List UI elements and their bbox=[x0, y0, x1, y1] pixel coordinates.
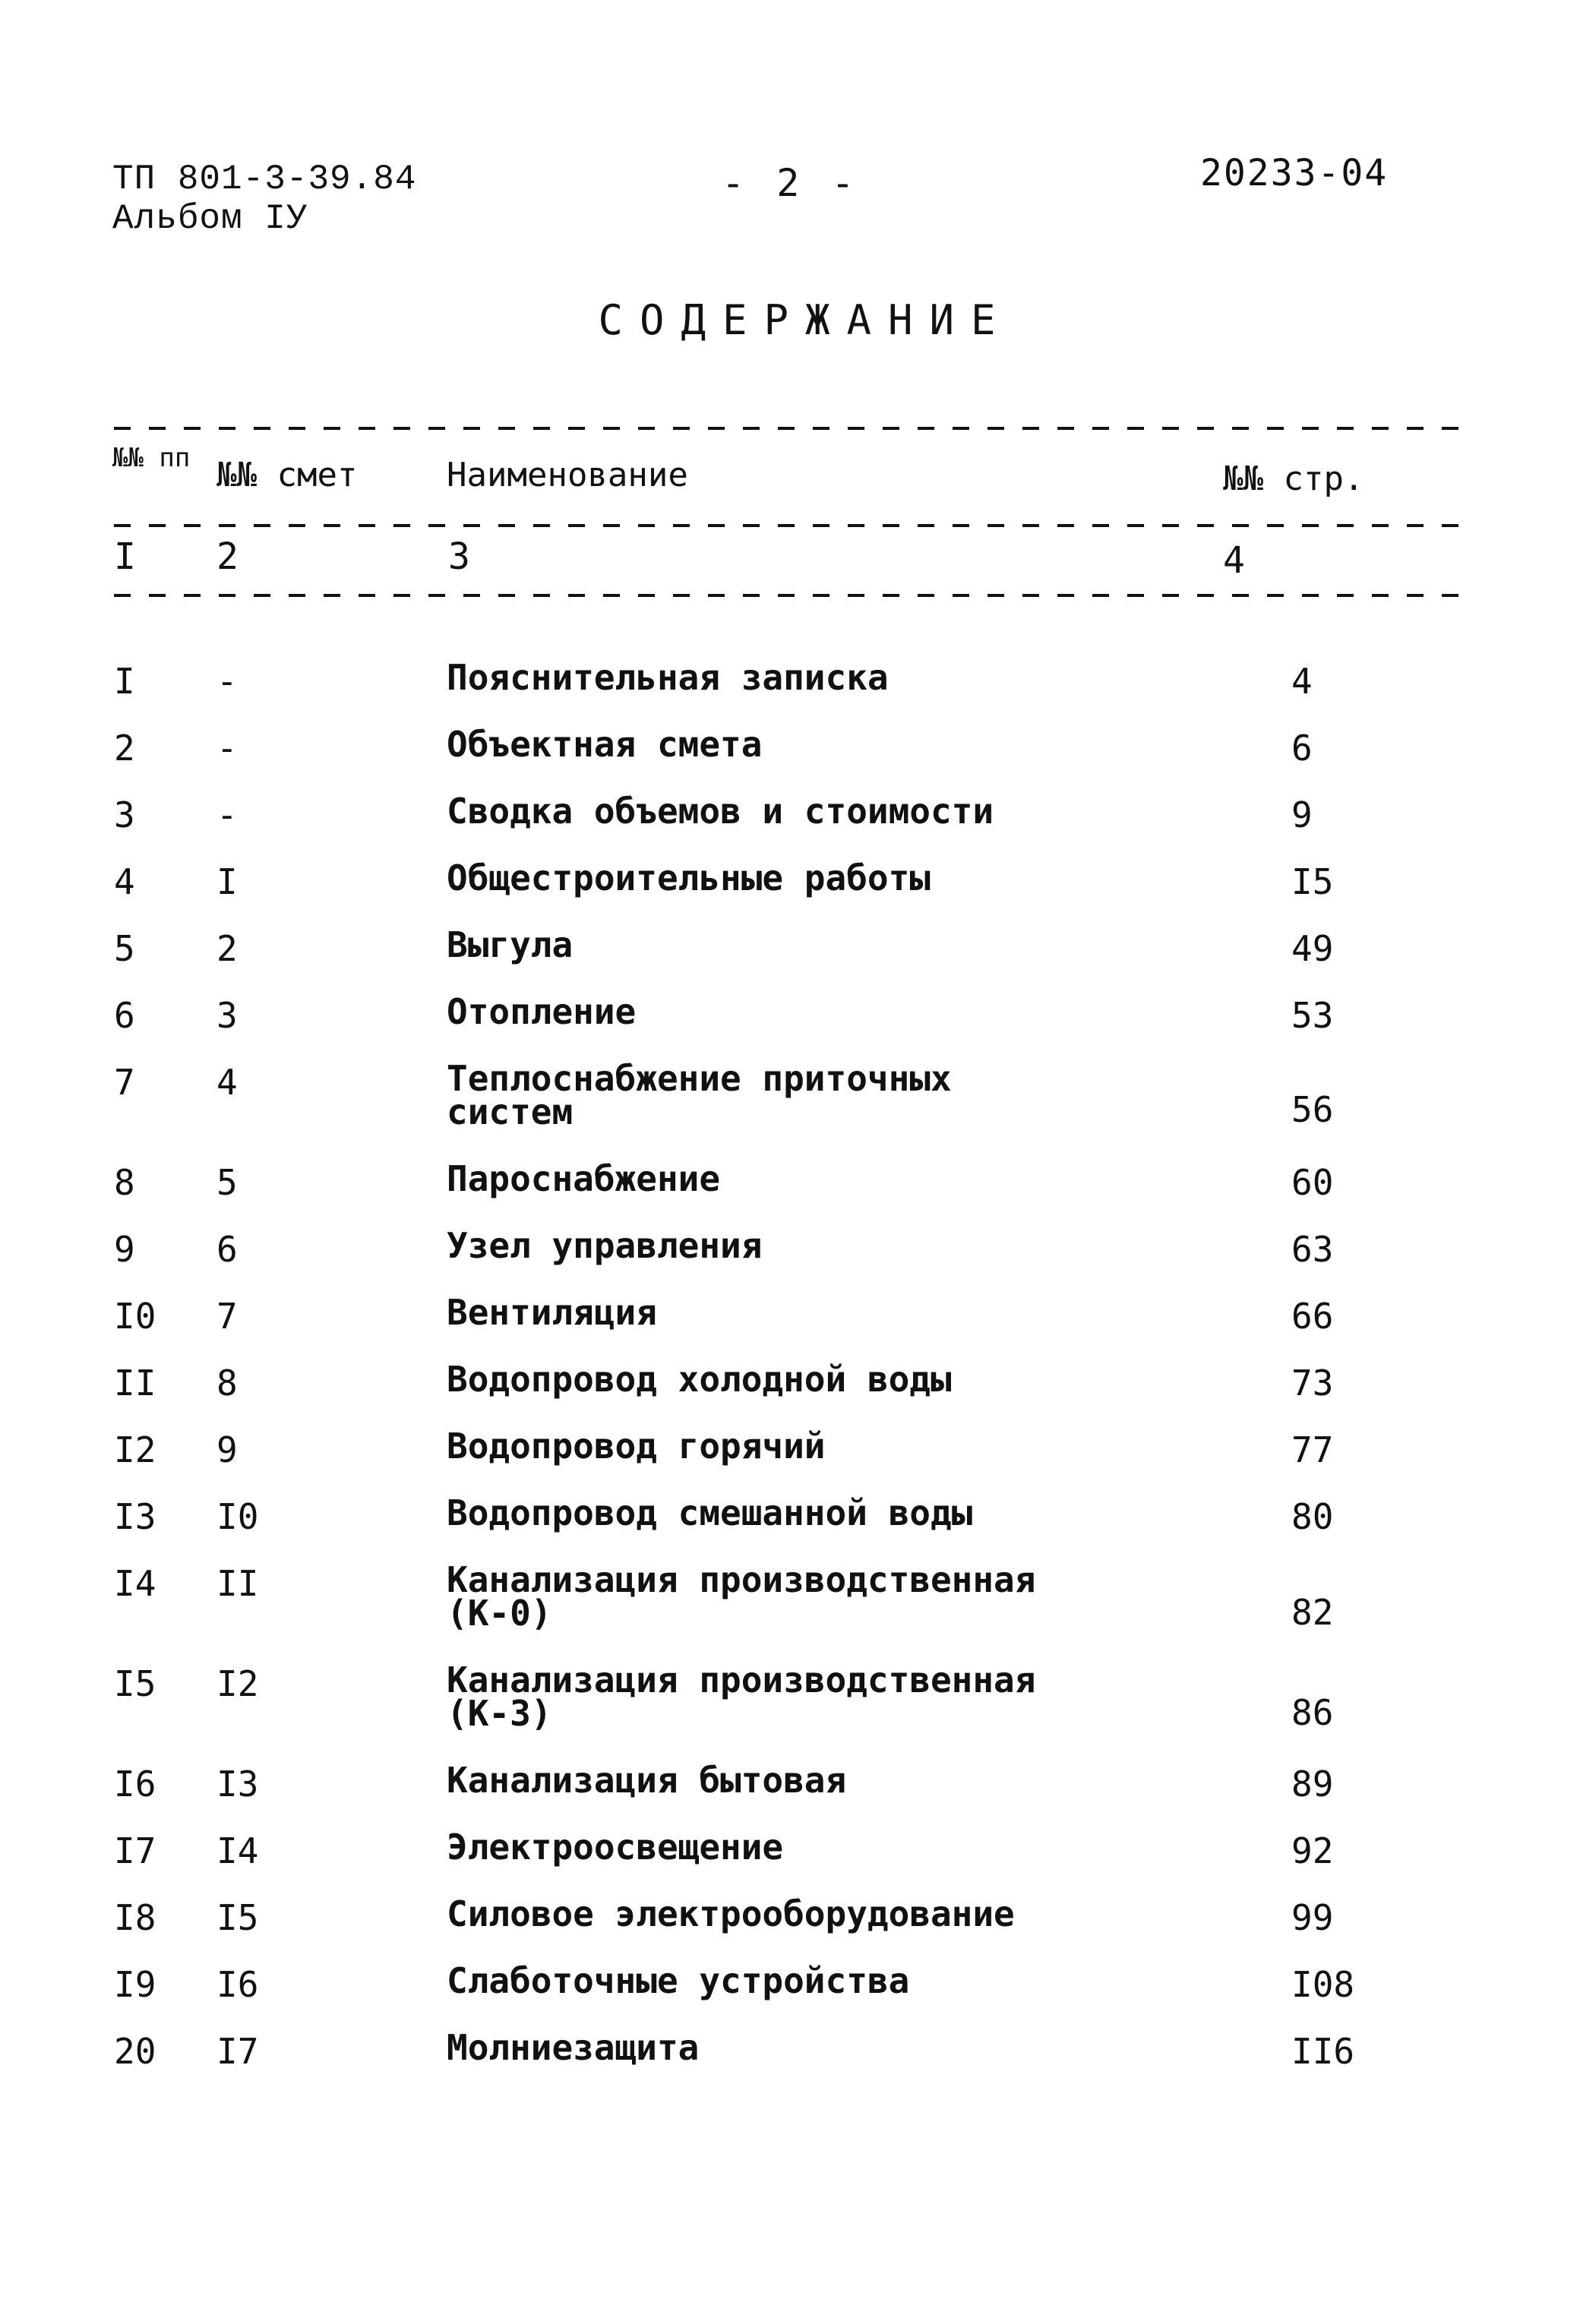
table-row bbox=[0, 857, 1580, 928]
page-ref: 49 bbox=[1291, 928, 1334, 969]
estimate-number: I0 bbox=[216, 1496, 259, 1537]
item-name: Пароснабжение bbox=[447, 1158, 721, 1199]
row-number: 6 bbox=[114, 995, 135, 1036]
table-row bbox=[0, 1058, 1580, 1162]
row-number: 8 bbox=[114, 1162, 135, 1203]
estimate-number: I bbox=[216, 861, 238, 902]
page-ref: 53 bbox=[1291, 995, 1334, 1036]
row-number: 5 bbox=[114, 928, 135, 969]
table-row bbox=[0, 1225, 1580, 1296]
estimate-number: 9 bbox=[216, 1429, 238, 1470]
item-name: Канализация производственная (К-0) bbox=[447, 1559, 1036, 1634]
page-ref: 77 bbox=[1291, 1429, 1334, 1470]
page-ref: I5 bbox=[1291, 861, 1334, 902]
doc-code: ТП 801-3-39.84 bbox=[112, 159, 417, 199]
item-name: Слаботочные устройства bbox=[447, 1960, 910, 2001]
page-ref: II6 bbox=[1291, 2031, 1355, 2072]
row-number: I9 bbox=[114, 1964, 156, 2005]
estimate-number: I4 bbox=[216, 1830, 259, 1871]
estimate-number: II bbox=[216, 1563, 259, 1604]
column-number-2: 2 bbox=[216, 535, 239, 578]
estimate-number: I3 bbox=[216, 1764, 259, 1805]
estimate-number: 7 bbox=[216, 1296, 238, 1337]
table-row bbox=[0, 1158, 1580, 1229]
estimate-number: 6 bbox=[216, 1229, 238, 1270]
page-title: СОДЕРЖАНИЕ bbox=[598, 296, 1013, 344]
row-number: I2 bbox=[114, 1429, 156, 1470]
row-number: 3 bbox=[114, 794, 135, 835]
estimate-number: I6 bbox=[216, 1964, 259, 2005]
page-ref: 56 bbox=[1291, 1089, 1334, 1130]
album-label: Альбом IУ bbox=[112, 199, 308, 238]
item-name: Электроосвещение bbox=[447, 1827, 784, 1868]
table-row bbox=[0, 1827, 1580, 1897]
estimate-number: - bbox=[216, 794, 238, 835]
item-name: Молниезащита bbox=[447, 2027, 700, 2068]
page-ref: 60 bbox=[1291, 1162, 1334, 1203]
estimate-number: - bbox=[216, 728, 238, 769]
estimate-number: 3 bbox=[216, 995, 238, 1036]
page-ref: 6 bbox=[1291, 728, 1313, 769]
row-number: I bbox=[114, 661, 135, 702]
table-row bbox=[0, 1760, 1580, 1830]
item-name: Вентиляция bbox=[447, 1292, 657, 1333]
item-name: Водопровод горячий bbox=[447, 1426, 826, 1467]
page-ref: 86 bbox=[1291, 1692, 1334, 1733]
header-col-estimate-number: №№ смет bbox=[216, 456, 358, 494]
item-name: Выгула bbox=[447, 924, 574, 965]
column-number-4: 4 bbox=[1223, 539, 1245, 582]
item-name: Пояснительная записка bbox=[447, 657, 889, 698]
table-top-rule bbox=[114, 427, 1474, 430]
table-row bbox=[0, 724, 1580, 794]
estimate-number: I2 bbox=[216, 1663, 259, 1704]
row-number: I3 bbox=[114, 1496, 156, 1537]
item-name: Водопровод смешанной воды bbox=[447, 1492, 973, 1533]
table-row bbox=[0, 1292, 1580, 1363]
table-row bbox=[0, 657, 1580, 728]
table-row bbox=[0, 1492, 1580, 1563]
page-ref: 73 bbox=[1291, 1363, 1334, 1404]
row-number: I0 bbox=[114, 1296, 156, 1337]
table-row bbox=[0, 1893, 1580, 1964]
page-ref: 99 bbox=[1291, 1897, 1334, 1938]
header-col-name: Наименование bbox=[447, 456, 688, 494]
table-row bbox=[0, 924, 1580, 995]
estimate-number: - bbox=[216, 661, 238, 702]
table-row bbox=[0, 791, 1580, 861]
estimate-number: I5 bbox=[216, 1897, 259, 1938]
row-number: 9 bbox=[114, 1229, 135, 1270]
row-number: 2 bbox=[114, 728, 135, 769]
row-number: I6 bbox=[114, 1764, 156, 1805]
item-name: Отопление bbox=[447, 991, 637, 1032]
row-number: II bbox=[114, 1363, 156, 1404]
page-ref: 9 bbox=[1291, 794, 1313, 835]
table-row bbox=[0, 1960, 1580, 2031]
table-row bbox=[0, 2027, 1580, 2098]
table-row bbox=[0, 1426, 1580, 1496]
table-row bbox=[0, 1359, 1580, 1429]
reference-number: 20233-04 bbox=[1200, 152, 1389, 194]
row-number: I5 bbox=[114, 1663, 156, 1704]
item-name: Общестроительные работы bbox=[447, 857, 931, 898]
page-ref: 92 bbox=[1291, 1830, 1334, 1871]
page-ref: 80 bbox=[1291, 1496, 1334, 1537]
row-number: 4 bbox=[114, 861, 135, 902]
item-name: Силовое электрооборудование bbox=[447, 1893, 1015, 1934]
item-name: Водопровод холодной воды bbox=[447, 1359, 952, 1400]
item-name: Узел управления bbox=[447, 1225, 763, 1266]
table-header-rule bbox=[114, 524, 1474, 527]
item-name: Канализация бытовая bbox=[447, 1760, 847, 1801]
item-name: Теплоснабжение приточных систем bbox=[447, 1058, 952, 1132]
toc-table bbox=[0, 657, 1580, 2098]
header-col-row-number: №№ пп bbox=[112, 443, 191, 473]
column-number-1: I bbox=[114, 535, 136, 578]
header-left bbox=[112, 159, 416, 238]
estimate-number: 4 bbox=[216, 1062, 238, 1103]
item-name: Сводка объемов и стоимости bbox=[447, 791, 994, 832]
row-number: I7 bbox=[114, 1830, 156, 1871]
row-number: I8 bbox=[114, 1897, 156, 1938]
table-row bbox=[0, 991, 1580, 1062]
estimate-number: 8 bbox=[216, 1363, 238, 1404]
estimate-number: 5 bbox=[216, 1162, 238, 1203]
table-row bbox=[0, 1659, 1580, 1764]
column-number-3: 3 bbox=[448, 535, 470, 578]
page-ref: 4 bbox=[1291, 661, 1313, 702]
page-ref: 66 bbox=[1291, 1296, 1334, 1337]
table-header-bottom-rule bbox=[114, 594, 1474, 597]
item-name: Канализация производственная (К-3) bbox=[447, 1659, 1036, 1734]
estimate-number: 2 bbox=[216, 928, 238, 969]
item-name: Объектная смета bbox=[447, 724, 763, 765]
page-ref: 82 bbox=[1291, 1592, 1334, 1633]
page-ref: 63 bbox=[1291, 1229, 1334, 1270]
page-ref: 89 bbox=[1291, 1764, 1334, 1805]
row-number: 20 bbox=[114, 2031, 156, 2072]
table-row bbox=[0, 1559, 1580, 1663]
page-number: - 2 - bbox=[722, 161, 859, 205]
row-number: 7 bbox=[114, 1062, 135, 1103]
row-number: I4 bbox=[114, 1563, 156, 1604]
page-ref: I08 bbox=[1291, 1964, 1355, 2005]
header-col-page-number: №№ стр. bbox=[1223, 459, 1364, 498]
estimate-number: I7 bbox=[216, 2031, 259, 2072]
